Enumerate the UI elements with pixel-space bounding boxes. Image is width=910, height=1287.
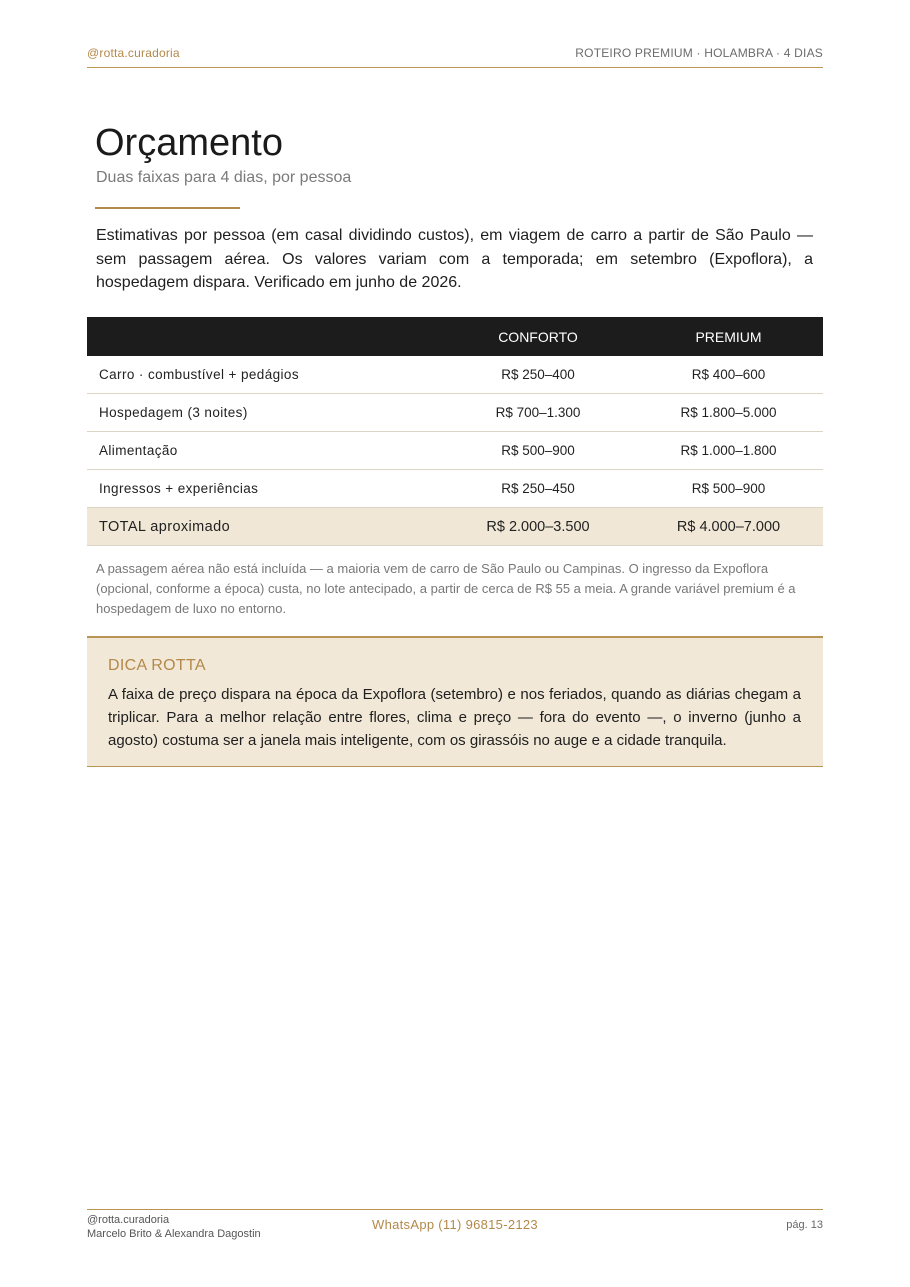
conforto-cell: R$ 500–900 [442, 432, 634, 470]
title-underline [95, 207, 240, 209]
total-premium: R$ 4.000–7.000 [634, 508, 823, 546]
row-label: Ingressos + experiências [87, 470, 442, 508]
table-row [87, 470, 823, 508]
table-footnote: A passagem aérea não está incluída — a maioria vem de carro de São Paulo ou Campinas. O ingresso da Expoflora (opcional, conforme a época) custa, no lote antecipado, a partir de cerca de R$ 55 a meia. A grande variável premium é a hospedagem de luxo no entorno. [96, 561, 796, 616]
row-label: Carro · combustível + pedágios [87, 356, 442, 394]
page-footer [87, 1209, 823, 1250]
premium-cell: R$ 500–900 [634, 470, 823, 508]
premium-cell: R$ 1.000–1.800 [634, 432, 823, 470]
premium-cell: R$ 400–600 [634, 356, 823, 394]
section-subtitle: Duas faixas para 4 dias, por pessoa [96, 169, 352, 186]
tip-title: DICA ROTTA [108, 657, 206, 674]
header-document-label: ROTEIRO PREMIUM · HOLAMBRA · 4 DIAS [575, 46, 823, 60]
tip-body: A faixa de preço dispara na época da Expoflora (setembro) e nos feriados, quando as diárias chegam a triplicar. Para a melhor relação entre flores, clima e preço — fora do evento —, o inverno (junho a agosto) costuma ser a janela mais inteligente, com os girassóis no auge e a cidade tranquila. [108, 686, 801, 749]
page-number: pág. 13 [786, 1219, 823, 1231]
budget-table [87, 317, 823, 546]
total-label: TOTAL aproximado [87, 508, 442, 546]
section-title: Orçamento [95, 122, 283, 164]
conforto-cell: R$ 700–1.300 [442, 394, 634, 432]
row-label: Alimentação [87, 432, 442, 470]
tip-box [87, 636, 823, 767]
table-row [87, 394, 823, 432]
total-conforto: R$ 2.000–3.500 [442, 508, 634, 546]
column-header-premium: PREMIUM [634, 317, 823, 356]
row-label: Hospedagem (3 noites) [87, 394, 442, 432]
table-row [87, 356, 823, 394]
header-handle: @rotta.curadoria [87, 46, 180, 60]
conforto-cell: R$ 250–400 [442, 356, 634, 394]
page-header [87, 46, 823, 68]
table-header-row [87, 317, 823, 356]
footer-whatsapp-link[interactable]: WhatsApp (11) 96815-2123 [372, 1217, 538, 1232]
footer-handle: @rotta.curadoria [87, 1214, 170, 1226]
conforto-cell: R$ 250–450 [442, 470, 634, 508]
footer-authors: Marcelo Brito & Alexandra Dagostin [87, 1228, 261, 1240]
column-header-conforto: CONFORTO [442, 317, 634, 356]
column-header-item [87, 317, 442, 356]
total-row [87, 508, 823, 546]
table-row [87, 432, 823, 470]
premium-cell: R$ 1.800–5.000 [634, 394, 823, 432]
intro-paragraph: Estimativas por pessoa (em casal dividindo custos), em viagem de carro a partir de São Paulo — sem passagem aérea. Os valores variam com a temporada; em setembro (Expoflora), a hospedagem dispara. Verificado em junho de 2026. [96, 227, 813, 291]
